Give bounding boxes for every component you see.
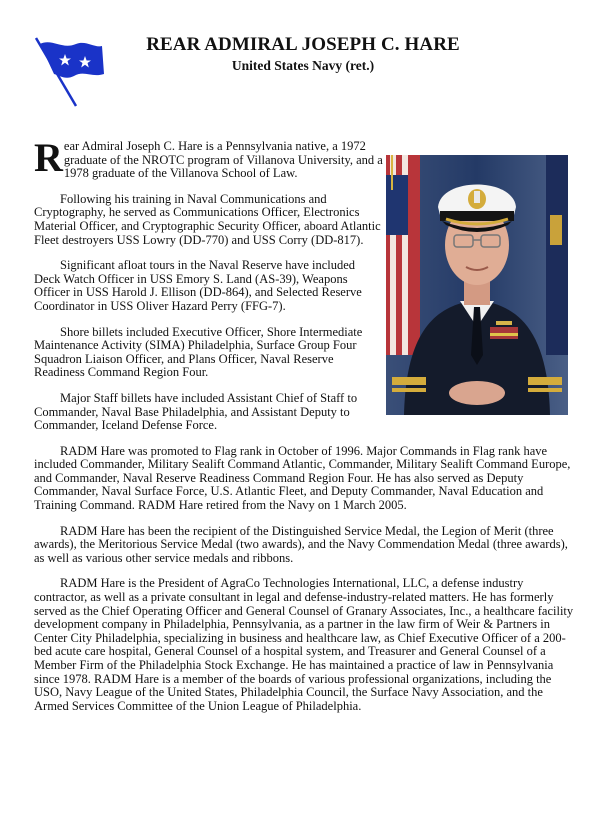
page-subtitle: United States Navy (ret.) <box>231 58 375 73</box>
header <box>120 34 486 75</box>
bio-paragraph-5: Major Staff billets have included Assistant Chief of Staff to Commander, Naval Base Philadelphia, and Assistant Deputy to Commander, Iceland Defense Force. <box>34 390 358 433</box>
bio-paragraph-8: RADM Hare is the President of AgraCo Technologies International, LLC, a defense industry contractor, as well as a private consultant in legal and defense-industry-related matters. He has formerly served as the Chief Operating Officer and General Counsel of Granary Associates, Inc., a healthcare facility development company in Philadelphia, Pennsylvania, as a partner in the law firm of Weir & Partners in Center City Philadelphia, specializing in business and healthcare law, as Chief Executive Officer of a 200-bed acute care hospital, General Counsel of a hospital system, and Treasurer and General Counsel of a Member Firm of the Philadelphia Stock Exchange. He has maintained a practice of law in Pennsylvania since 1978. RADM Hare is a member of the boards of various professional organizations, including the USO, Navy League of the United States, Philadelphia Council, the Surface Navy Association, and the Armed Services Committee of the Union League of Philadelphia. <box>34 576 574 713</box>
bio-paragraph-1-text: ear Admiral Joseph C. Hare is a Pennsylvania native, a 1972 graduate of the NROTC program of Villanova University, and a 1978 graduate of the Villanova School of Law. <box>63 139 383 181</box>
page-title: REAR ADMIRAL JOSEPH C. HARE <box>146 34 460 55</box>
bio-paragraph-4: Shore billets included Executive Officer, Shore Intermediate Maintenance Activity (SIMA) Philadelphia, Surface Group Four Squadron Liaison Officer, and Plans Officer, Naval Reserve Readiness Command Region Four. <box>34 324 363 380</box>
bio-paragraph-7: RADM Hare has been the recipient of the Distinguished Service Medal, the Legion of Merit (three awards), the Meritorious Service Medal (two awards), and the Navy Commendation Medal (three awards), as well as various other service medals and ribbons. <box>34 523 568 565</box>
two-star-flag-icon <box>30 34 110 110</box>
bio-paragraph-6: RADM Hare was promoted to Flag rank in October of 1996. Major Commands in Flag rank have included Commander, Military Sealift Command Atlantic, Commander, Military Sealift Command Europe, and Commander, Naval Reserve Readiness Command Region Four. He has also served as Deputy Commander, Naval Surface Force, U.S. Atlantic Fleet, and Deputy Commander, Naval Education and Training Command. RADM Hare retired from the Navy on 1 March 2005. <box>34 443 571 513</box>
biography <box>34 135 574 725</box>
bio-paragraph-2: Following his training in Naval Communications and Cryptography, he served as Communications Officer, Electronics Material Officer, and Cryptographic Security Officer, aboard Atlantic Fleet destroyers USS Lowry (DD-770) and USS Corry (DD-817). <box>34 191 381 247</box>
photo-spacer <box>384 155 574 440</box>
bio-paragraph-3: Significant afloat tours in the Naval Reserve have included Deck Watch Officer in USS Emory S. Land (AS-39), Weapons Officer in USS Harold J. Ellison (DD-864), and Selected Reserve Coordinator in USS Oliver Hazard Perry (FFG-7). <box>34 258 362 313</box>
drop-cap: R <box>34 135 63 180</box>
